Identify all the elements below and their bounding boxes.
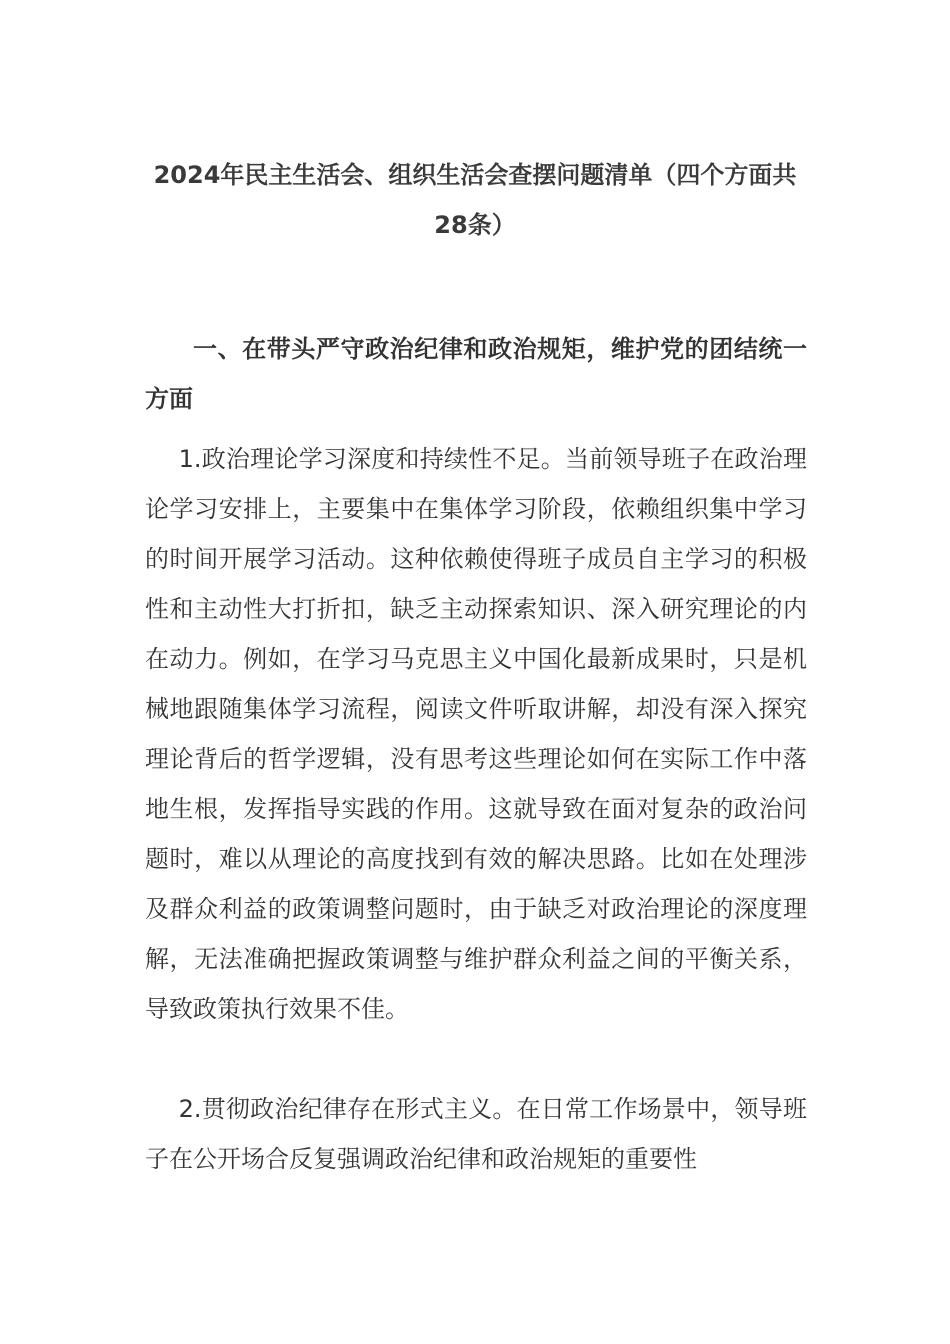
document-title: 2024年民主生活会、组织生活会查摆问题清单（四个方面共28条） <box>153 161 797 239</box>
section-heading: 一、在带头严守政治纪律和政治规矩，维护党的团结统一方面 <box>145 335 807 413</box>
paragraph-1: 1.政治理论学习深度和持续性不足。当前领导班子在政治理论学习安排上，主要集中在集体学习阶段，依赖组织集中学习的时间开展学习活动。这种依赖使得班子成员自主学习的积极性和主动性大打折扣，缺乏主动探索知识、深入研究理论的内在动力。例如，在学习马克思主义中国化最新成果时，只是机械地跟随集体学习流程，阅读文件听取讲解，却没有深入探究理论背后的哲学逻辑，没有思考这些理论如何在实际工作中落地生根，发挥指导实践的作用。这就导致在面对复杂的政治问题时，难以从理论的高度找到有效的解决思路。比如在处理涉及群众利益的政策调整问题时，由于缺乏对政治理论的深度理解，无法准确把握政策调整与维护群众利益之间的平衡关系，导致政策执行效果不佳。 <box>145 445 807 1023</box>
paragraph-2: 2.贯彻政治纪律存在形式主义。在日常工作场景中，领导班子在公开场合反复强调政治纪律和政治规矩的重要性 <box>145 1095 807 1173</box>
